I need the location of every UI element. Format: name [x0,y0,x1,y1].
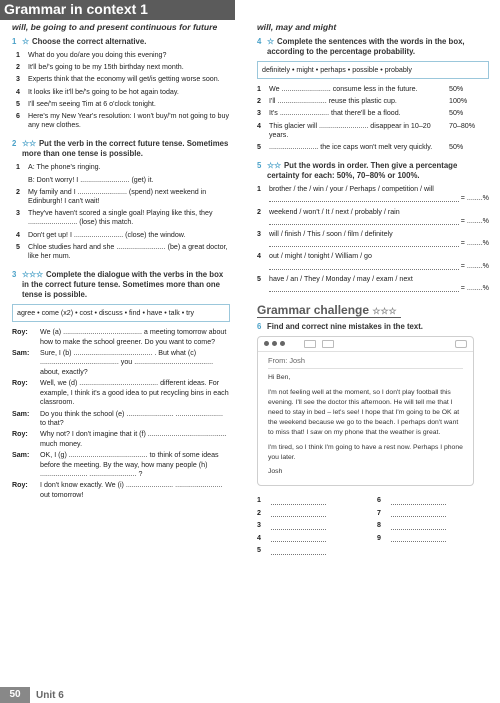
email-signature: Josh [268,468,283,476]
speaker-name: Roy: [12,430,28,439]
window-dot-icon [264,341,269,346]
exercise-4-item [257,143,489,152]
exercise-5-list [257,185,489,293]
item-text: brother / the / win / your / Perhaps / competition / will [269,185,434,194]
exercise-2-heading: 2 ☆☆ Put the verb in the correct future tense. Sometimes more than one tense is possible. [12,139,229,159]
answer-blank[interactable] [271,534,326,542]
answer-slot[interactable] [377,532,477,545]
left-subtitle: will, be going to and present continuous for future [12,22,218,32]
right-subtitle: will, may and might [257,22,337,32]
exercise-5-item [257,185,489,203]
exercise-3-heading: 3 ☆☆☆ Complete the dialogue with the verbs in the box in the correct future tense. Sometimes more than one tense is possible. [12,270,224,300]
dialogue-text[interactable]: OK, I (g) ........................................ to think of some ideas before the meeting. By the way, how many people (h) ........................ ........................ ? [40,451,219,478]
answer-blank[interactable] [391,509,446,517]
percentage: 50% [449,109,464,118]
item-text: out / might / tonight / William / go [269,252,372,261]
answer-number: 1 [257,496,261,505]
exercise-2-list [12,163,230,261]
exercise-1-list [12,51,230,130]
item-number: 2 [257,97,261,106]
item-number: 4 [257,252,261,261]
page-header [0,0,235,20]
item-text[interactable]: ......................... the ice caps won't melt very quickly. [269,143,433,152]
answer-line[interactable] [257,239,489,248]
answer-line[interactable] [257,217,489,226]
answer-blank[interactable] [271,522,326,530]
answer-number: 9 [377,533,381,542]
exercise-4-list [257,85,489,152]
answer-blank[interactable] [391,534,446,542]
exercise-4-item [257,109,489,118]
item-row [257,252,489,261]
dialogue-text[interactable]: Why not? I don't imagine that it (f) ........................................ much money. [40,430,227,448]
item-text: Here's my New Year's resolution: I won't buy/'m not going to buy any new clothes. [28,112,229,130]
answer-slot[interactable] [257,544,377,557]
window-dot-icon [280,341,285,346]
item-number: 1 [257,185,261,194]
page-footer [0,685,500,703]
item-text: have / an / They / Monday / may / exam / next [269,274,413,283]
percentage: 50% [449,143,464,152]
item-number: 3 [257,230,261,239]
star-icon: ☆☆ [267,161,281,171]
item-text[interactable]: I'll ......................... reuse this plastic cup. [269,97,397,106]
right-column [257,22,489,557]
item-number: 6 [16,112,20,121]
page-title: Grammar in context 1 [4,1,148,17]
item-number: 2 [16,63,20,72]
exercise-4-heading: 4 ☆ Complete the sentences with the words in the box, according to the percentage probability. [257,37,465,56]
answer-line[interactable] [257,284,489,293]
item-row [257,185,489,194]
item-number: 5 [16,99,20,108]
email-toolbar [258,337,473,352]
dialogue-text[interactable]: Sure, I (b) ........................................ . But what (c) ........................................ you ........................................ about, exactly? [40,349,214,376]
window-dot-icon [272,341,277,346]
item-number: 2 [257,207,261,216]
speaker-name: Roy: [12,379,28,388]
exercise-1-item [12,112,230,130]
exercise-6-answers [257,494,489,557]
exercise-4-word-box: definitely • might • perhaps • possible • probably [257,61,489,79]
speaker-name: Roy: [12,328,28,337]
answer-number: 4 [257,533,261,542]
answer-slot[interactable] [377,519,477,532]
speaker-name: Sam: [12,349,30,358]
options-icon [455,340,467,348]
left-column [12,22,230,502]
exercise-1-item [12,51,230,60]
dialogue-line [12,410,230,429]
item-text[interactable]: Chloe studies hard and she ......................... (be) a great doctor, like her mum. [28,242,228,261]
send-icon [304,340,316,348]
exercise-6-heading: 6 Find and correct nine mistakes in the text. [257,322,423,332]
percentage-answer: = ........% [460,261,489,270]
star-icon: ☆ [22,37,29,46]
answer-number: 2 [257,508,261,517]
exercise-5-item [257,275,489,293]
star-icon: ☆ [267,37,274,46]
exercise-4-item [257,85,489,94]
item-text[interactable]: They've haven't scored a single goal! Playing like this, they ......................... (lose) this match. [28,209,213,227]
answer-blank[interactable] [271,509,326,517]
item-number: 4 [16,87,20,96]
item-row [257,208,489,217]
star-icon: ☆☆ [22,139,36,149]
item-text: will / finish / This / soon / film / definitely [269,230,393,239]
dialogue-line [12,328,230,347]
item-row [257,230,489,239]
item-text: It looks like it'll be/'s going to be hot again today. [28,87,179,96]
email-paragraph-1: I'm not feeling well at the moment, so I don't play football this evening. I'll see the doctor this afternoon. He will tell me that I need to stay in bed – let's see! I hope that I'm going to be OK at the weekend because we go to the beach. I perhaps don't want to miss that! I saw on my phone that the weather is great. [268,388,460,437]
grammar-challenge-title: Grammar challenge ☆☆☆ [257,303,401,318]
item-text: I'll see/'m seeing Tim at 6 o'clock tonight. [28,99,156,108]
dialogue-text[interactable]: I don't know exactly. We (i) ........................ ........................ out tomorrow! [40,481,223,499]
item-number [12,176,28,185]
star-icon: ☆☆☆ [372,306,397,317]
percentage: 70–80% [449,121,476,130]
speaker-name: Roy: [12,481,28,490]
percentage-answer: = ........% [460,194,489,203]
answer-number: 3 [257,521,261,530]
item-number: 3 [16,75,20,84]
email-window [257,336,474,486]
percentage: 50% [449,85,464,93]
exercise-2-item [12,231,230,240]
dialogue-text[interactable]: We (a) ........................................ a meeting tomorrow about how to make the school greener. Do you want to come? [40,328,227,346]
exercise-5-item [257,230,489,248]
exercise-5-item [257,252,489,270]
answer-slot[interactable] [377,507,477,520]
item-number: 1 [16,163,20,172]
exercise-2-item [12,163,230,172]
speaker-name: Sam: [12,409,30,418]
percentage: 100% [449,97,468,106]
exercise-4-item [257,122,489,140]
answer-slot[interactable] [257,519,377,532]
star-icon: ☆☆☆ [22,270,43,280]
exercise-5-item [257,208,489,226]
item-text[interactable]: A: The phone's ringing. [28,163,101,172]
email-greeting: Hi Ben, [268,374,291,382]
item-row [257,275,489,284]
exercise-1-item [12,88,230,97]
answer-slot [377,544,477,557]
exercise-1-item [12,75,230,84]
exercise-3-word-box: agree • come (x2) • cost • discuss • find • have • talk • try [12,304,230,322]
exercise-1-item [12,100,230,109]
exercise-2-item [12,243,230,261]
dialogue-line [12,379,230,407]
item-text: Experts think that the economy will get/is getting worse soon. [28,75,220,84]
answer-slot[interactable] [257,494,377,507]
answer-line[interactable] [257,194,489,203]
item-number: 3 [16,209,20,218]
attach-icon [322,340,334,348]
percentage-answer: = ........% [460,216,489,225]
item-number: 3 [257,109,261,118]
exercise-1-heading: 1 ☆ Choose the correct alternative. [12,37,147,46]
speaker-name: Sam: [12,451,30,460]
item-text: It'll be/'s going to be my 15th birthday next month. [28,63,184,72]
page-number: 50 [0,687,30,703]
exercise-2-item [12,209,230,227]
dialogue-text[interactable]: Well, we (d) ........................................ different ideas. For example, I think it's a good idea to put recycling bins in each classroom. [40,379,229,407]
answer-number: 5 [257,546,261,555]
item-text: weekend / won't / It / next / probably / rain [269,207,400,216]
answer-blank[interactable] [271,497,326,505]
answer-blank[interactable] [271,547,326,555]
unit-label: Unit 6 [36,690,64,701]
dialogue-line [12,430,230,449]
item-number: 5 [16,242,20,251]
exercise-5-heading: 5 ☆☆ Put the words in order. Then give a percentage certainty for each: 50%, 70–80% or 100%. [257,161,458,181]
item-text: What do you do/are you doing this evening? [28,51,167,59]
exercise-3-dialogue [12,328,230,500]
answer-slot[interactable] [377,494,477,507]
exercise-1-item [12,63,230,72]
item-number: 5 [257,274,261,283]
item-number: 5 [257,143,261,152]
answer-number: 7 [377,508,381,517]
item-number: 4 [257,121,261,130]
item-text[interactable]: My family and I ......................... (spend) next weekend in Edinburgh! I can't wait! [28,187,207,206]
answer-number: 8 [377,521,381,530]
dialogue-line [12,451,230,479]
dialogue-line [12,481,230,500]
percentage-answer: = ........% [460,284,489,293]
item-number: 4 [16,230,20,239]
item-text[interactable]: B: Don't worry! I ......................... (get) it. [28,175,154,184]
item-text[interactable]: Don't get up! I ......................... (close) the window. [28,230,186,239]
percentage-answer: = ........% [460,239,489,248]
item-number: 1 [257,85,261,93]
item-number: 2 [16,187,20,196]
item-number: 1 [16,51,20,59]
dialogue-text[interactable]: Do you think the school (e) ........................ ........................ to that? [40,409,223,427]
answer-slot[interactable] [257,507,377,520]
answer-blank[interactable] [391,497,446,505]
answer-number: 6 [377,496,381,505]
dialogue-line [12,349,230,377]
email-paragraph-2: I'm tired, so I think I'm going to have a rest now. Perhaps I phone you later. [268,443,463,461]
item-text[interactable]: It's ......................... that there'll be a flood. [269,109,401,118]
exercise-4-item [257,97,489,106]
answer-blank[interactable] [391,522,446,530]
email-body [258,352,473,485]
item-text[interactable]: We ......................... consume less in the future. [269,85,418,93]
exercise-2-item [12,176,230,185]
answer-slot[interactable] [257,532,377,545]
item-text[interactable]: This glacier will ......................... disappear in 10–20 years. [269,121,431,139]
exercise-2-item [12,188,230,206]
email-from: From: Josh [268,356,463,369]
answer-line[interactable] [257,262,489,271]
